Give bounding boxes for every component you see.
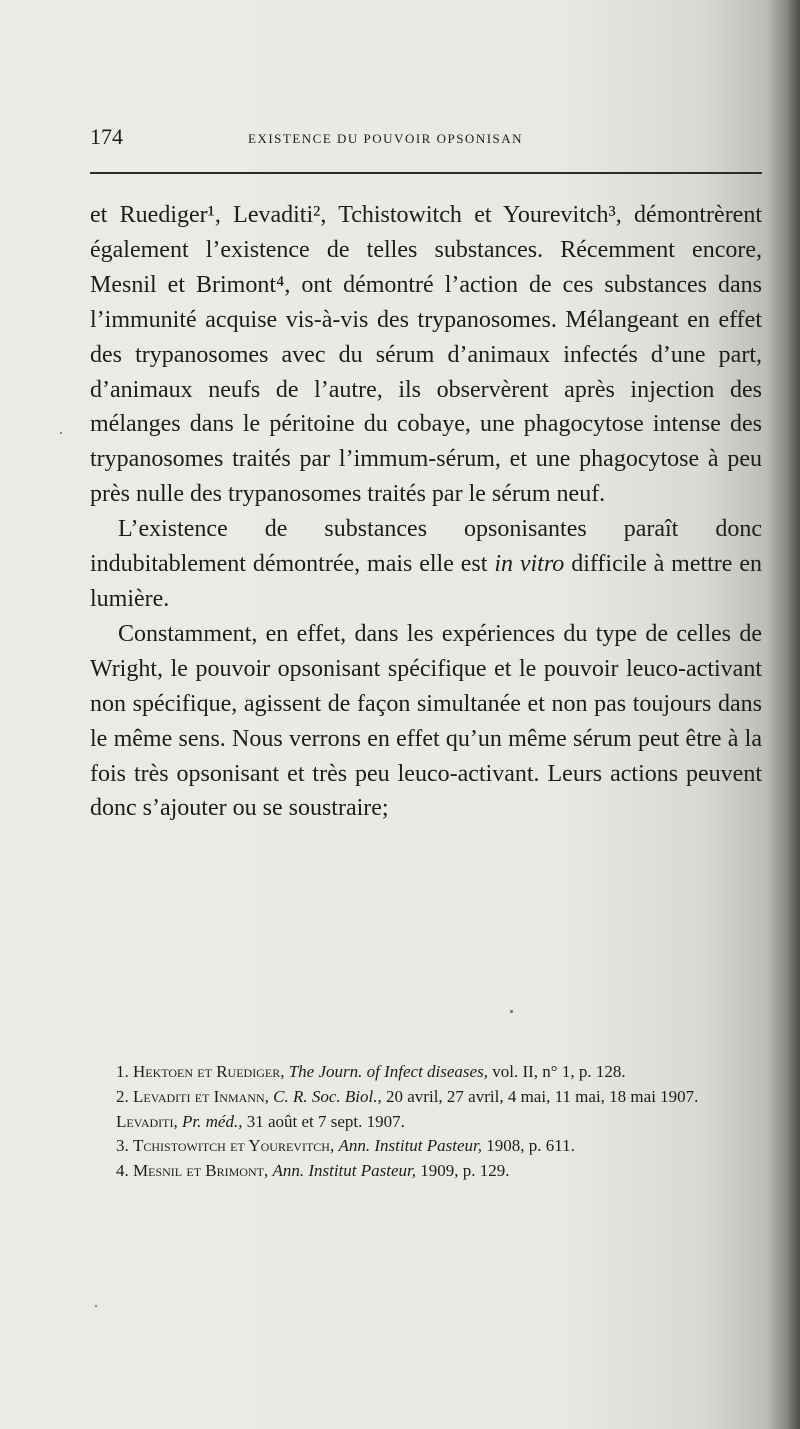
footnote-4	[90, 1159, 762, 1184]
footnote-4-rest: 1909, p. 129.	[416, 1161, 510, 1181]
page-number: 174	[90, 124, 123, 149]
footnote-3-authors: Tchistowitch et Yourevitch,	[133, 1136, 335, 1156]
page-header	[90, 122, 760, 158]
paragraph-3: Constamment, en effet, dans les expériences du type de celles de Wright, le pouvoir opsonisant spécifique et le pouvoir leuco-activant non spécifique, agissent de façon simultanée et non pas toujours dans le même sens. Nous verrons en effet qu’un même sérum peut être à la fois très opsonisant et très peu leuco-activant. Leurs actions peuvent donc s’ajouter ou se soustraire;	[90, 620, 762, 822]
footnote-4-number: 4.	[116, 1161, 133, 1181]
footnote-1-number: 1.	[116, 1062, 133, 1081]
footnote-1-title: The Journ. of Infect diseases,	[288, 1062, 488, 1081]
footnote-2-rest: 20 avril, 27 avril, 4 mai, 11 mai, 18 mai 1907.	[381, 1086, 699, 1106]
footnote-2-number: 2.	[116, 1086, 133, 1106]
footnote-3-rest: 1908, p. 611.	[482, 1136, 575, 1156]
footnote-2b-rest: 31 août et 7 sept. 1907.	[242, 1111, 405, 1131]
scan-speck	[510, 1010, 513, 1013]
body-text	[90, 198, 762, 826]
paragraph-2-italic: in vitro	[494, 551, 565, 578]
footnote-1-authors: Hektoen et Ruediger,	[133, 1062, 285, 1081]
footnote-2b-title: Pr. méd.,	[182, 1111, 243, 1131]
footnotes	[90, 1060, 762, 1184]
paragraph-1: et Ruediger¹, Levaditi², Tchistowitch et Yourevitch³, démontrèrent également l’existence de telles substances. Récemment encore, Mesnil et Brimont⁴, ont démontré l’action de ces substances dans l’immunité acquise vis-à-vis des trypanosomes. Mélangeant en effet des trypanosomes avec du sérum d’animaux infectés d’une part, d’animaux neufs de l’autre, ils observèrent après injection des mélanges dans le péritoine du cobaye, une phagocytose intense des trypanosomes traités par l’immum-sérum, et une phagocytose à peu près nulle des trypanosomes traités par le sérum neuf.	[90, 202, 762, 508]
footnote-2-authors: Levaditi et Inmann,	[133, 1086, 269, 1106]
footnote-4-authors: Mesnil et Brimont,	[133, 1161, 269, 1181]
paragraph-2-end: difficile à mettre en lumière.	[90, 551, 762, 612]
paragraph-2	[90, 512, 762, 617]
footnote-1	[90, 1060, 762, 1085]
scan-speck	[60, 432, 62, 434]
paragraph-2-start: L’existence de substances opsonisantes paraît donc indubitablement démontrée, mais elle est	[90, 516, 762, 578]
footnote-2b	[90, 1110, 762, 1135]
scan-speck	[95, 1305, 97, 1307]
footnote-3-title: Ann. Institut Pasteur,	[338, 1136, 483, 1156]
footnote-2b-authors: Levaditi,	[116, 1111, 178, 1131]
page-edge-shadow	[766, 0, 800, 1429]
footnote-2-title: C. R. Soc. Biol.,	[273, 1086, 382, 1106]
footnote-4-title: Ann. Institut Pasteur,	[272, 1161, 417, 1181]
running-head: EXISTENCE DU POUVOIR OPSONISAN	[248, 131, 524, 146]
footnote-3	[90, 1134, 762, 1159]
footnote-3-number: 3.	[116, 1136, 133, 1156]
header-rule	[90, 172, 762, 174]
footnote-2	[90, 1085, 762, 1110]
footnote-1-rest: vol. II, n° 1, p. 128.	[487, 1062, 626, 1081]
